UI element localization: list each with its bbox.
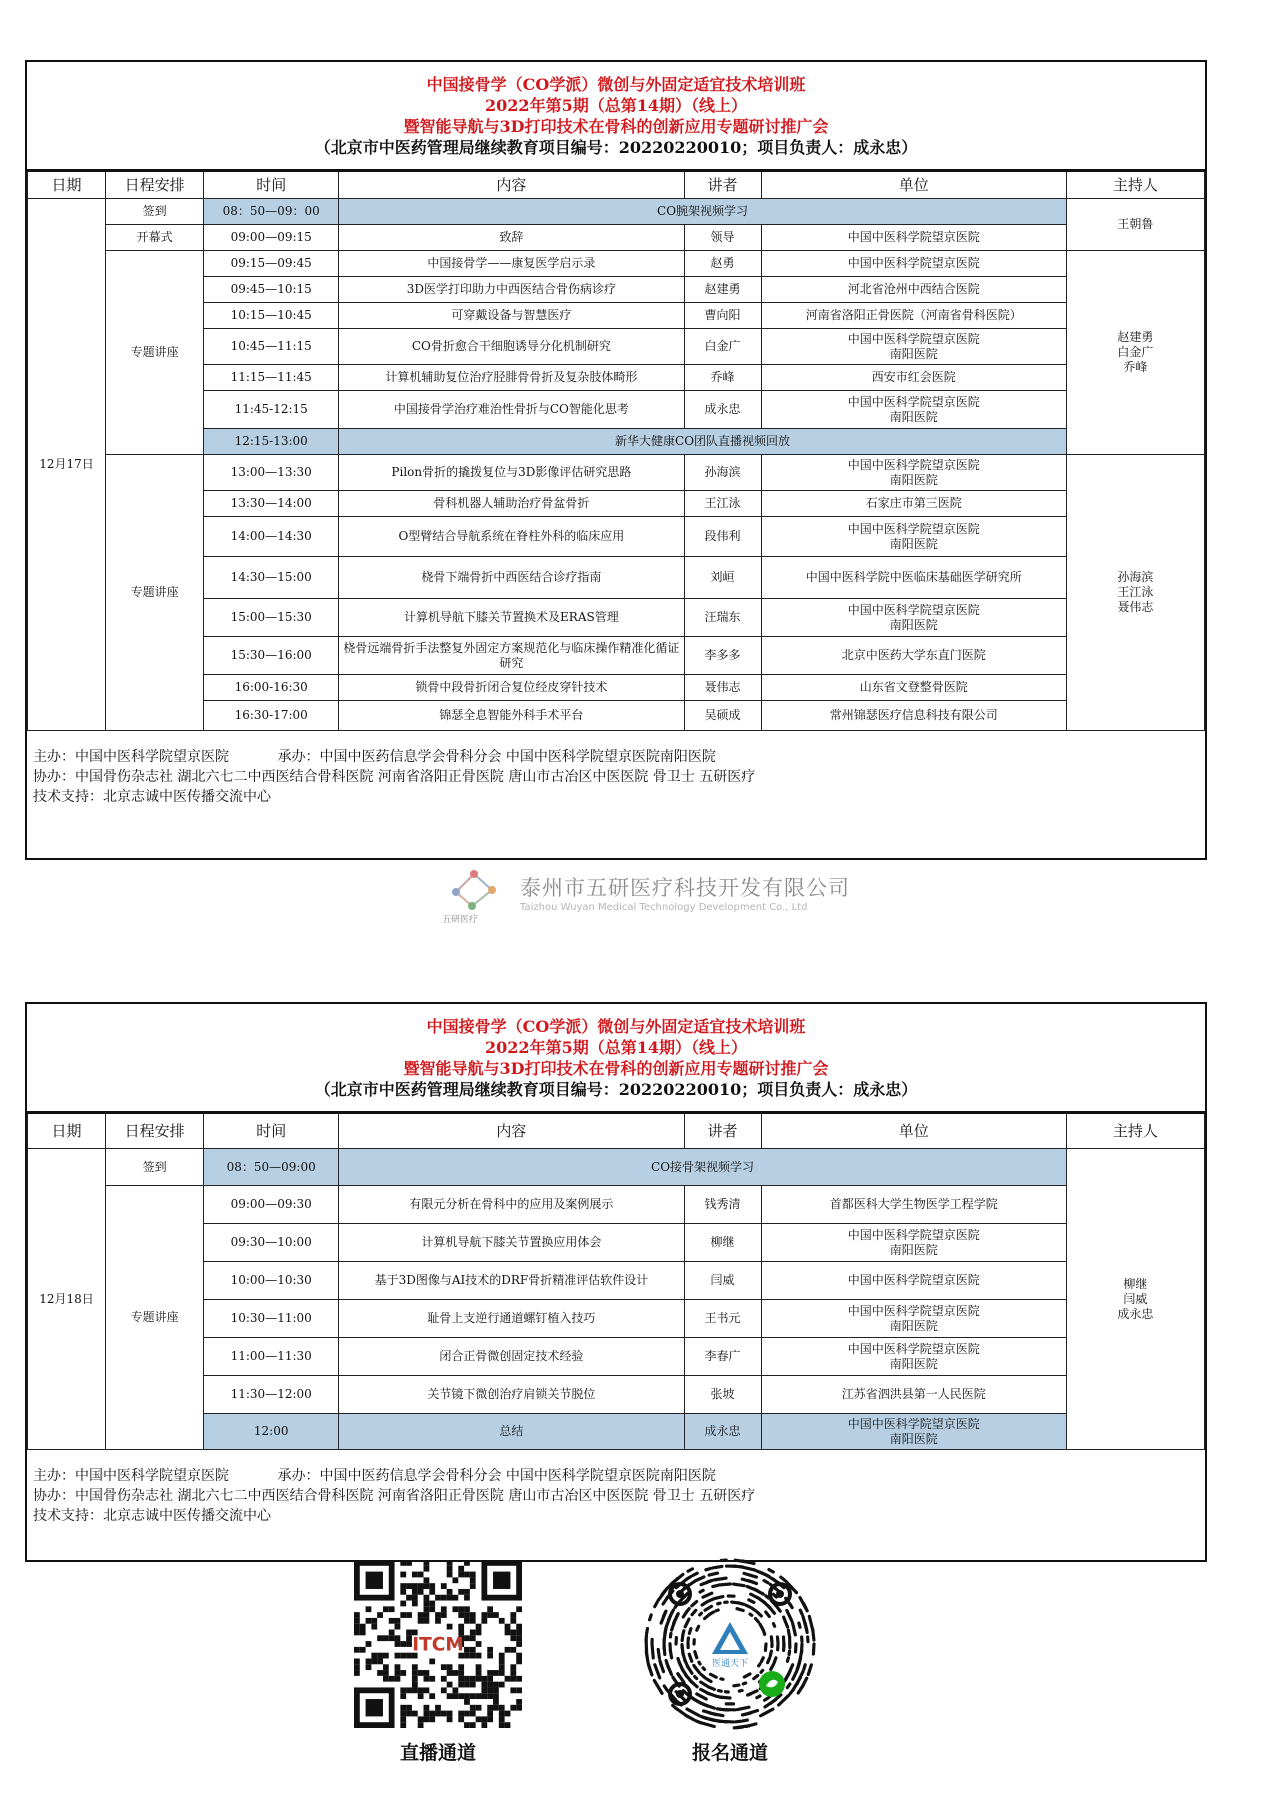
table-header-row (28, 171, 1205, 199)
unit-cell: 首都医科大学生物医学工程学院 (761, 1186, 1066, 1224)
time-cell: 11:30—12:00 (204, 1376, 339, 1414)
time-cell: 12:00 (204, 1414, 339, 1450)
unit-cell: 中国中医科学院望京医院 南阳医院 (761, 599, 1066, 637)
date-cell: 12月18日 (28, 1149, 106, 1450)
speaker-cell: 赵勇 (684, 251, 761, 277)
time-cell: 11:45-12:15 (204, 391, 339, 429)
event-title-line1: 中国接骨学（CO学派）微创与外固定适宜技术培训班 (426, 1017, 806, 1036)
host-name: 闫威 (1123, 1291, 1148, 1306)
table-row (28, 365, 1205, 391)
topic-cell: CO骨折愈合干细胞诱导分化机制研究 (339, 329, 684, 365)
table-row (28, 599, 1205, 637)
col-speaker: 讲者 (684, 171, 761, 199)
topic-cell: O型臂结合导航系统在脊柱外科的临床应用 (339, 517, 684, 557)
host-name: 柳继 (1123, 1276, 1148, 1291)
host-name: 成永忠 (1117, 1306, 1154, 1321)
host-cell (1066, 251, 1204, 455)
event-subtitle: （北京市中医药管理局继续教育项目编号：20220220010；项目负责人：成永忠） (314, 1080, 918, 1099)
time-cell: 10:30—11:00 (204, 1300, 339, 1338)
time-cell: 13:30—14:00 (204, 491, 339, 517)
topic-cell: 桡骨远端骨折手法整复外固定方案规范化与临床操作精准化循证研究 (339, 637, 684, 675)
topic-cell: 耻骨上支逆行通道螺钉植入技巧 (339, 1300, 684, 1338)
topic-cell: 计算机辅助复位治疗胫腓骨骨折及复杂肢体畸形 (339, 365, 684, 391)
event-title-line3: 暨智能导航与3D打印技术在骨科的创新应用专题研讨推广会 (403, 1059, 829, 1078)
host-name: 王江泳 (1117, 585, 1154, 599)
table-row (28, 251, 1205, 277)
speaker-cell: 成永忠 (684, 1414, 761, 1450)
col-host: 主持人 (1066, 1113, 1204, 1149)
speaker-cell: 段伟利 (684, 517, 761, 557)
time-cell: 09:00—09:30 (204, 1186, 339, 1224)
speaker-cell: 赵建勇 (684, 277, 761, 303)
topic-cell: 总结 (339, 1414, 684, 1450)
event-title-line3: 暨智能导航与3D打印技术在骨科的创新应用专题研讨推广会 (403, 117, 829, 136)
time-cell: 08：50—09:00 (204, 1149, 339, 1186)
speaker-cell: 曹向阳 (684, 303, 761, 329)
event-title-line2: 2022年第5期（总第14期）（线上） (485, 96, 747, 115)
col-unit: 单位 (761, 171, 1066, 199)
event-title-line1: 中国接骨学（CO学派）微创与外固定适宜技术培训班 (426, 75, 806, 94)
footer-undertake: 承办：中国中医药信息学会骨科分会 中国中医科学院望京医院南阳医院 (277, 1468, 716, 1484)
time-cell: 10:00—10:30 (204, 1262, 339, 1300)
time-cell: 16:00-16:30 (204, 675, 339, 701)
speaker-cell: 孙海滨 (684, 455, 761, 491)
col-date: 日期 (28, 171, 106, 199)
table-row (28, 1414, 1205, 1450)
table-row (28, 455, 1205, 491)
session-cell: 开幕式 (106, 225, 204, 251)
col-session: 日程安排 (106, 1113, 204, 1149)
time-cell: 11:00—11:30 (204, 1338, 339, 1376)
speaker-cell: 汪瑞东 (684, 599, 761, 637)
session-cell: 专题讲座 (106, 455, 204, 731)
table-row (28, 701, 1205, 731)
table-row (28, 1262, 1205, 1300)
time-cell: 10:15—10:45 (204, 303, 339, 329)
speaker-cell: 李春广 (684, 1338, 761, 1376)
host-cell (1066, 1149, 1204, 1450)
topic-cell: CO腕架视频学习 (339, 199, 1067, 225)
schedule-table (27, 170, 1205, 731)
time-cell: 10:45—11:15 (204, 329, 339, 365)
topic-cell: 计算机导航下膝关节置换术及ERAS管理 (339, 599, 684, 637)
signup-qr-label: 报名通道 (691, 1742, 768, 1764)
mini-program-code (640, 1554, 820, 1734)
live-qr-label: 直播通道 (399, 1742, 476, 1764)
topic-cell: CO接骨架视频学习 (339, 1149, 1067, 1186)
speaker-cell: 闫威 (684, 1262, 761, 1300)
host-cell: 王朝鲁 (1066, 199, 1204, 251)
unit-cell: 中国中医科学院望京医院 南阳医院 (761, 1224, 1066, 1262)
host-name: 孙海滨 (1117, 570, 1154, 584)
table-row (28, 675, 1205, 701)
schedule-table (27, 1112, 1205, 1450)
table-row (28, 391, 1205, 429)
topic-cell: Pilon骨折的撬拨复位与3D影像评估研究思路 (339, 455, 684, 491)
live-qr-block (338, 1560, 538, 1765)
session-cell: 专题讲座 (106, 1186, 204, 1450)
table-row (28, 199, 1205, 225)
unit-cell: 北京中医药大学东直门医院 (761, 637, 1066, 675)
company-brand (440, 868, 860, 928)
time-cell: 15:30—16:00 (204, 637, 339, 675)
time-cell: 08：50—09：00 (204, 199, 339, 225)
unit-cell: 中国中医科学院望京医院 (761, 251, 1066, 277)
speaker-cell: 李多多 (684, 637, 761, 675)
col-time: 时间 (204, 171, 339, 199)
date-cell: 12月17日 (28, 199, 106, 731)
topic-cell: 中国接骨学治疗难治性骨折与CO智能化思考 (339, 391, 684, 429)
speaker-cell: 成永忠 (684, 391, 761, 429)
topic-cell: 致辞 (339, 225, 684, 251)
unit-cell: 江苏省泗洪县第一人民医院 (761, 1376, 1066, 1414)
signup-qr-code[interactable] (640, 1554, 820, 1734)
panel-header (27, 62, 1205, 170)
unit-cell: 石家庄市第三医院 (761, 491, 1066, 517)
topic-cell: 新华大健康CO团队直播视频回放 (339, 429, 1067, 455)
table-row (28, 491, 1205, 517)
table-row (28, 277, 1205, 303)
table-row (28, 429, 1205, 455)
unit-cell: 中国中医科学院望京医院 南阳医院 (761, 391, 1066, 429)
unit-cell: 中国中医科学院望京医院 南阳医院 (761, 455, 1066, 491)
host-name: 聂伟志 (1117, 600, 1154, 614)
time-cell: 15:00—15:30 (204, 599, 339, 637)
host-cell (1066, 455, 1204, 731)
table-row (28, 225, 1205, 251)
footer-host: 主办：中国中医科学院望京医院 (33, 1468, 229, 1484)
qr-pattern (354, 1560, 522, 1728)
unit-cell: 中国中医科学院望京医院 南阳医院 (761, 517, 1066, 557)
table-row (28, 303, 1205, 329)
time-cell: 12:15-13:00 (204, 429, 339, 455)
footer-row (33, 1466, 1205, 1486)
unit-cell: 中国中医科学院望京医院 南阳医院 (761, 329, 1066, 365)
unit-cell: 中国中医科学院望京医院 (761, 225, 1066, 251)
col-speaker: 讲者 (684, 1113, 761, 1149)
topic-cell: 桡骨下端骨折中西医结合诊疗指南 (339, 557, 684, 599)
speaker-cell: 钱秀清 (684, 1186, 761, 1224)
col-date: 日期 (28, 1113, 106, 1149)
topic-cell: 锦瑟全息智能外科手术平台 (339, 701, 684, 731)
company-name: 泰州市五研医疗科技开发有限公司 (520, 876, 850, 900)
time-cell: 13:00—13:30 (204, 455, 339, 491)
footer-co-org: 协办：中国骨伤杂志社 湖北六七二中西医结合骨科医院 河南省洛阳正骨医院 唐山市古冶区中医医院 骨卫士 五研医疗 (33, 1488, 756, 1504)
speaker-cell: 白金广 (684, 329, 761, 365)
col-host: 主持人 (1066, 171, 1204, 199)
table-header-row (28, 1113, 1205, 1149)
unit-cell: 中国中医科学院望京医院 南阳医院 (761, 1414, 1066, 1450)
session-cell: 签到 (106, 199, 204, 225)
qr-center-logo: ITCM (412, 1634, 464, 1656)
col-unit: 单位 (761, 1113, 1066, 1149)
speaker-cell: 领导 (684, 225, 761, 251)
topic-cell: 锁骨中段骨折闭合复位经皮穿针技术 (339, 675, 684, 701)
speaker-cell: 王江泳 (684, 491, 761, 517)
signup-logo-text: 医通天下 (711, 1659, 749, 1669)
time-cell: 09:00—09:15 (204, 225, 339, 251)
unit-cell: 西安市红会医院 (761, 365, 1066, 391)
time-cell: 09:45—10:15 (204, 277, 339, 303)
col-session: 日程安排 (106, 171, 204, 199)
table-row (28, 1376, 1205, 1414)
event-subtitle: （北京市中医药管理局继续教育项目编号：20220220010；项目负责人：成永忠） (314, 138, 918, 157)
unit-cell: 河南省洛阳正骨医院（河南省骨科医院） (761, 303, 1066, 329)
panel-header (27, 1004, 1205, 1112)
unit-cell: 山东省文登整骨医院 (761, 675, 1066, 701)
table-row (28, 1338, 1205, 1376)
topic-cell: 3D医学打印助力中西医结合骨伤病诊疗 (339, 277, 684, 303)
unit-cell: 河北省沧州中西结合医院 (761, 277, 1066, 303)
footer-undertake: 承办：中国中医药信息学会骨科分会 中国中医科学院望京医院南阳医院 (277, 749, 716, 765)
time-cell: 16:30-17:00 (204, 701, 339, 731)
time-cell: 14:30—15:00 (204, 557, 339, 599)
unit-cell: 常州锦瑟医疗信息科技有限公司 (761, 701, 1066, 731)
company-logo (444, 868, 504, 918)
unit-cell: 中国中医科学院望京医院 (761, 1262, 1066, 1300)
panel-footer (27, 1450, 1205, 1526)
time-cell: 11:15—11:45 (204, 365, 339, 391)
schedule-panel-day2 (25, 1002, 1207, 1562)
table-row (28, 1224, 1205, 1262)
topic-cell: 有限元分析在骨科中的应用及案例展示 (339, 1186, 684, 1224)
footer-host: 主办：中国中医科学院望京医院 (33, 749, 229, 765)
unit-cell: 中国中医科学院望京医院 南阳医院 (761, 1338, 1066, 1376)
topic-cell: 可穿戴设备与智慧医疗 (339, 303, 684, 329)
col-time: 时间 (204, 1113, 339, 1149)
topic-cell: 关节镜下微创治疗肩锁关节脱位 (339, 1376, 684, 1414)
session-cell: 签到 (106, 1149, 204, 1186)
time-cell: 09:15—09:45 (204, 251, 339, 277)
company-name-en: Taizhou Wuyan Medical Technology Development Co., Ltd (520, 902, 808, 913)
host-name: 赵建勇 (1117, 330, 1154, 344)
time-cell: 09:30—10:00 (204, 1224, 339, 1262)
speaker-cell: 吴硕成 (684, 701, 761, 731)
table-row (28, 1149, 1205, 1186)
speaker-cell: 刘峘 (684, 557, 761, 599)
topic-cell: 计算机导航下膝关节置换应用体会 (339, 1224, 684, 1262)
topic-cell: 中国接骨学——康复医学启示录 (339, 251, 684, 277)
table-row (28, 637, 1205, 675)
event-title-line2: 2022年第5期（总第14期）（线上） (485, 1038, 747, 1057)
unit-cell: 中国中医科学院望京医院 南阳医院 (761, 1300, 1066, 1338)
time-cell: 14:00—14:30 (204, 517, 339, 557)
speaker-cell: 柳继 (684, 1224, 761, 1262)
table-row (28, 557, 1205, 599)
session-cell: 专题讲座 (106, 251, 204, 455)
topic-cell: 骨科机器人辅助治疗骨盆骨折 (339, 491, 684, 517)
host-name: 乔峰 (1123, 360, 1148, 374)
unit-cell: 中国中医科学院中医临床基础医学研究所 (761, 557, 1066, 599)
speaker-cell: 张坡 (684, 1376, 761, 1414)
col-content: 内容 (339, 171, 684, 199)
live-qr-code[interactable] (354, 1560, 522, 1728)
table-row (28, 517, 1205, 557)
topic-cell: 闭合正骨微创固定技术经验 (339, 1338, 684, 1376)
company-logo-text: 五研医疗 (442, 915, 479, 925)
table-row (28, 1300, 1205, 1338)
signup-qr-block (630, 1560, 830, 1765)
topic-cell: 基于3D图像与AI技术的DRF骨折精准评估软件设计 (339, 1262, 684, 1300)
speaker-cell: 乔峰 (684, 365, 761, 391)
footer-tech: 技术支持：北京志诚中医传播交流中心 (33, 789, 271, 805)
host-name: 白金广 (1117, 345, 1154, 359)
table-row (28, 1186, 1205, 1224)
speaker-cell: 聂伟志 (684, 675, 761, 701)
footer-tech: 技术支持：北京志诚中医传播交流中心 (33, 1508, 271, 1524)
table-row (28, 329, 1205, 365)
footer-co-org: 协办：中国骨伤杂志社 湖北六七二中西医结合骨科医院 河南省洛阳正骨医院 唐山市古冶区中医医院 骨卫士 五研医疗 (33, 769, 756, 785)
speaker-cell: 王书元 (684, 1300, 761, 1338)
footer-row (33, 747, 1205, 767)
panel-footer (27, 731, 1205, 807)
col-content: 内容 (339, 1113, 684, 1149)
schedule-panel-day1 (25, 60, 1207, 860)
